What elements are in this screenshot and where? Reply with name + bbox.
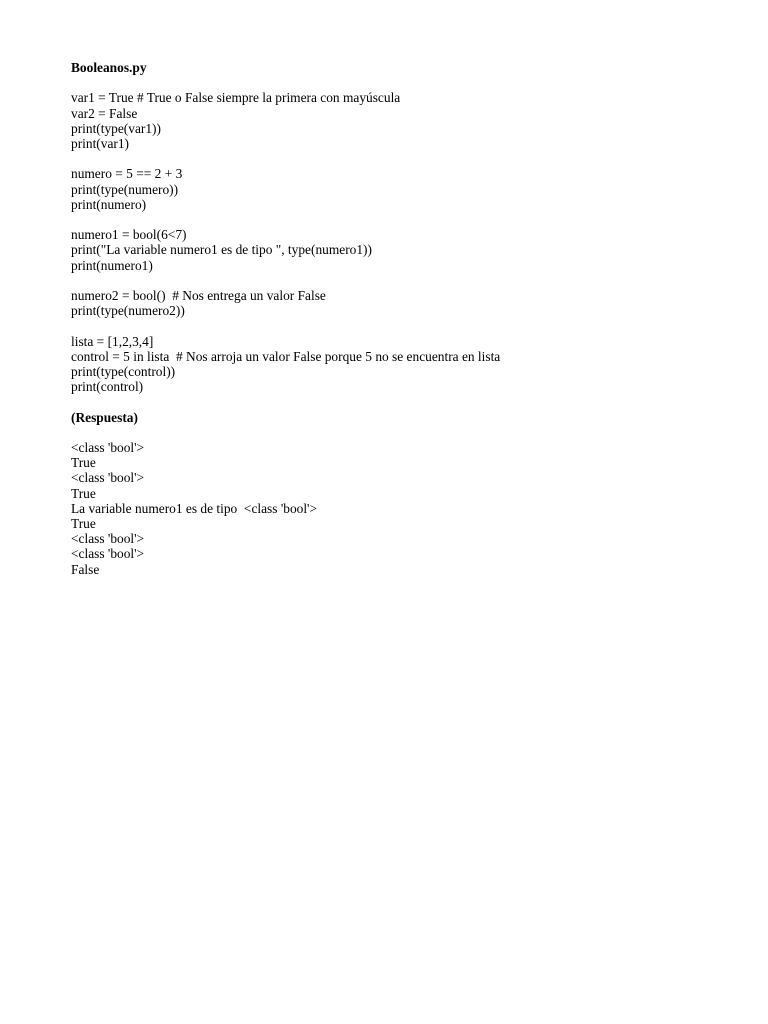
code-block-2 (71, 166, 711, 212)
output-block (71, 440, 711, 577)
document-title: Booleanos.py (71, 60, 147, 75)
spacer (71, 151, 711, 166)
spacer (71, 394, 711, 409)
answer-heading: (Respuesta) (71, 409, 138, 425)
output-line: True (71, 515, 96, 531)
spacer (71, 75, 711, 90)
code-line: numero2 = bool() # Nos entrega un valor False (71, 287, 326, 303)
code-line: print(var1) (71, 136, 130, 151)
code-line: lista = [1,2,3,4] (71, 333, 154, 349)
code-line: print(numero) (71, 196, 147, 212)
output-line: <class 'bool'> (71, 531, 145, 547)
code-block-3 (71, 227, 711, 273)
code-line: print(type(numero)) (71, 181, 179, 197)
output-line: <class 'bool'> (71, 546, 145, 562)
document-page (71, 60, 711, 577)
output-line: <class 'bool'> (71, 470, 145, 486)
code-line: numero = 5 == 2 + 3 (71, 166, 183, 182)
spacer (71, 273, 711, 288)
output-line: La variable numero1 es de tipo <class 'bool'> (71, 500, 318, 516)
code-block-4 (71, 288, 711, 318)
output-line: True (71, 485, 96, 501)
spacer (71, 318, 711, 333)
output-line: False (71, 561, 100, 577)
code-line: print(numero1) (71, 257, 153, 273)
code-line: print(type(control)) (71, 363, 176, 379)
code-line: print(control) (71, 379, 144, 395)
output-line: <class 'bool'> (71, 439, 145, 455)
code-line: numero1 = bool(6<7) (71, 227, 187, 243)
code-line: control = 5 in lista # Nos arroja un valor False porque 5 no se encuentra en lista (71, 348, 501, 364)
spacer (71, 212, 711, 227)
code-line: print(type(var1)) (71, 120, 161, 136)
output-line: True (71, 455, 96, 471)
code-block-1 (71, 90, 711, 151)
code-block-5 (71, 334, 711, 395)
spacer (71, 425, 711, 440)
code-line: print(type(numero2)) (71, 303, 185, 319)
code-line: print("La variable numero1 es de tipo ", type(numero1)) (71, 242, 372, 258)
code-line: var1 = True # True o False siempre la primera con mayúscula (71, 90, 401, 106)
code-line: var2 = False (71, 105, 138, 121)
